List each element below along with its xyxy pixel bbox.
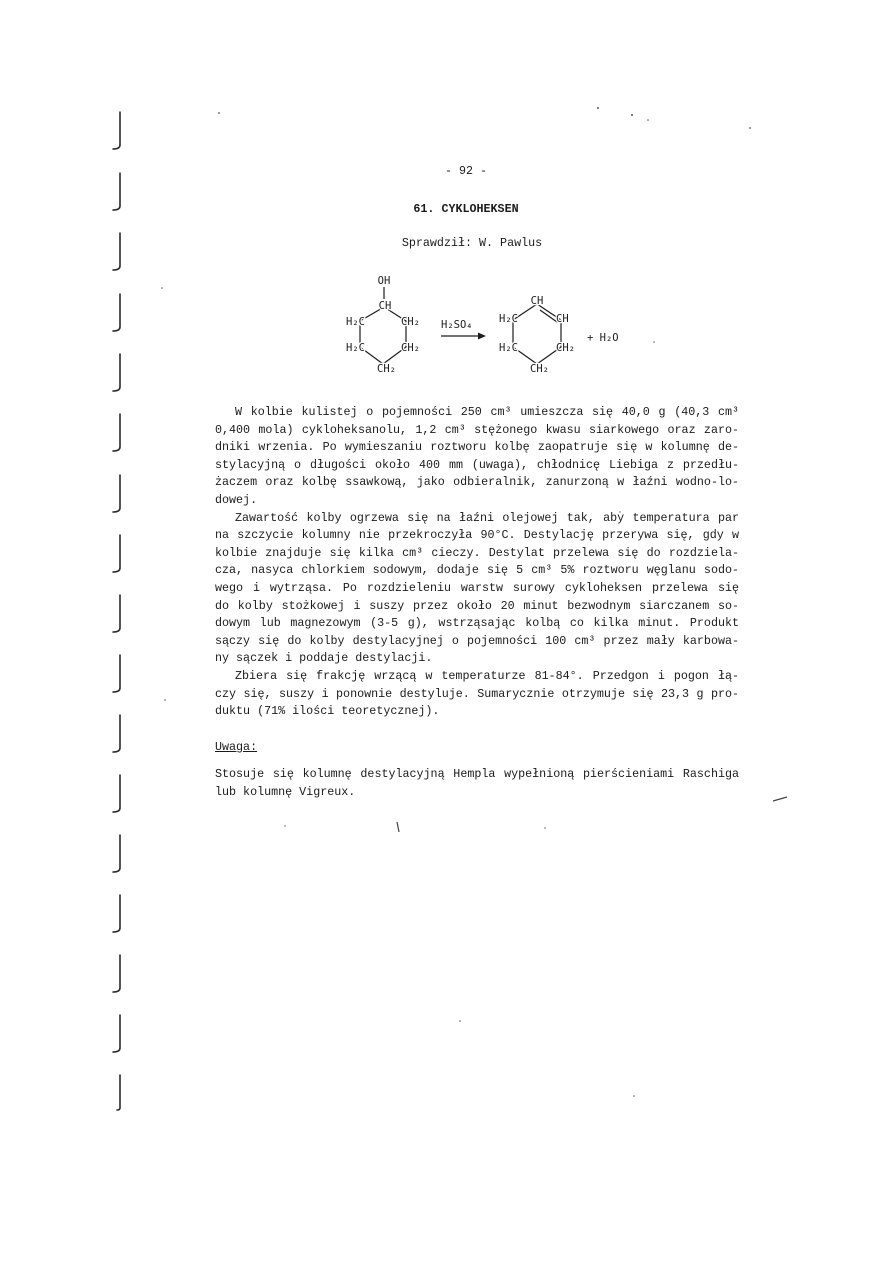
product-bottom-label: CH₂ [530,363,549,375]
scan-speck [597,107,599,109]
scan-speck [161,287,163,289]
scan-speck [218,112,220,114]
text-line: Stosuje się kolumnę destylacyjną Hempla wypełnioną pierścieniami Raschiga [215,767,739,781]
scan-speck [647,119,649,121]
text-line: Zawartość kolby ogrzewa się na łaźni olejowej tak, aby temperatura par [235,510,739,525]
text-line: stylacyjną o długości około 400 mm (uwaga), chłodnicę Liebiga z przedłu- [215,457,739,472]
scan-speck [749,127,751,129]
scan-speck [164,699,166,701]
reactant-upper-left-label: H₂C [346,316,365,328]
scan-stroke [397,822,399,832]
text-line: do kolby stożkowej i suszy przez około 20 minut bezwodnym siarczanem so- [215,598,739,613]
scan-speck [459,1020,461,1022]
product-top-label: CH [530,295,544,307]
text-line: 0,400 mola) cykloheksanolu, 1,2 cm³ stężonego kwasu siarkowego oraz zaro- [215,422,739,437]
reactant-cyclohexanol [346,275,420,375]
product-lower-right-label: CH₂ [556,342,575,354]
product-upper-right-label: CH [556,313,569,325]
text-line: czy się, suszy i ponownie destyluje. Sumarycznie otrzymuje się 23,3 g pro- [215,686,739,701]
scan-speck [653,341,654,342]
reaction-arrow [441,319,486,340]
text-line: sączy się do kolby destylacyjnej o pojemności 100 cm³ przez mały karbowa- [215,633,739,648]
scan-speck [633,1095,635,1097]
text-line: lub kolumnę Vigreux. [215,784,356,799]
reagent-label: H₂SO₄ [441,319,473,331]
checked-by-line: Sprawdził: W. Pawlus [401,236,543,250]
reactant-lower-right-label: CH₂ [401,342,420,354]
reactant-top-label: CH [378,300,392,312]
scan-speck [544,827,545,828]
byproduct-water: + H₂O [587,332,619,344]
reactant-ring [360,307,406,364]
scan-stroke [773,797,787,801]
text-line: duktu (71% ilości teoretycznej). [215,704,440,719]
reactant-lower-left-label: H₂C [346,342,365,354]
product-cyclohexene [499,295,575,375]
page-number: - 92 - [444,164,488,178]
scan-speck [284,825,285,826]
text-line: dowym lub magnezowym (3-5 g), wstrząsając kolbą co kilka minut. Produkt [215,616,739,631]
text-line: W kolbie kulistej o pojemności 250 cm³ umieszcza się 40,0 g (40,3 cm³ [235,405,739,419]
paragraph [215,510,739,668]
scan-speck [631,114,633,116]
reaction-scheme [320,265,640,385]
text-line: ny sączek i poddaje destylacji. [215,651,433,666]
product-upper-left-label: H₂C [499,313,518,325]
text-line: kolbie znajduje się kilka cm³ cieczy. Destylat przelewa się do rozdziela- [215,545,739,560]
product-lower-left-label: H₂C [499,342,518,354]
paragraph [215,668,739,721]
text-line: dniki wrzenia. Po wymieszaniu roztworu kolbę zaopatruje się w kolumnę de- [215,440,739,455]
text-line: dowej. [215,492,258,507]
product-ring [513,304,561,364]
reactant-upper-right-label: CH₂ [401,316,420,328]
arrow-head [478,333,486,340]
text-line: Zbiera się frakcję wrzącą w temperaturze 81-84°. Przedgon i pogon łą- [235,668,739,683]
reactant-bottom-label: CH₂ [377,363,396,375]
text-line: wego i wytrząsa. Po rozdzieleniu warstw surowy cykloheksen przelewa się [215,580,739,595]
note-heading: Uwaga: [215,740,258,754]
note-text [215,766,739,801]
text-line: cza, nasyca chlorkiem sodowym, dodaje się 5 cm³ 5% roztworu węglanu sodo- [215,563,739,578]
text-line: na szczycie kolumny nie przekroczyła 90°C. Destylację przerywa się, gdy w [215,528,739,543]
text-line: żaczem oraz kolbę ssawkową, jako odbieralnik, zanurzoną w łaźni wodno-lo- [215,475,739,490]
reactant-hydroxyl-label: OH [377,275,391,287]
paragraph [215,404,739,510]
procedure-text [215,404,739,721]
section-title: 61. CYKLOHEKSEN [413,202,519,216]
